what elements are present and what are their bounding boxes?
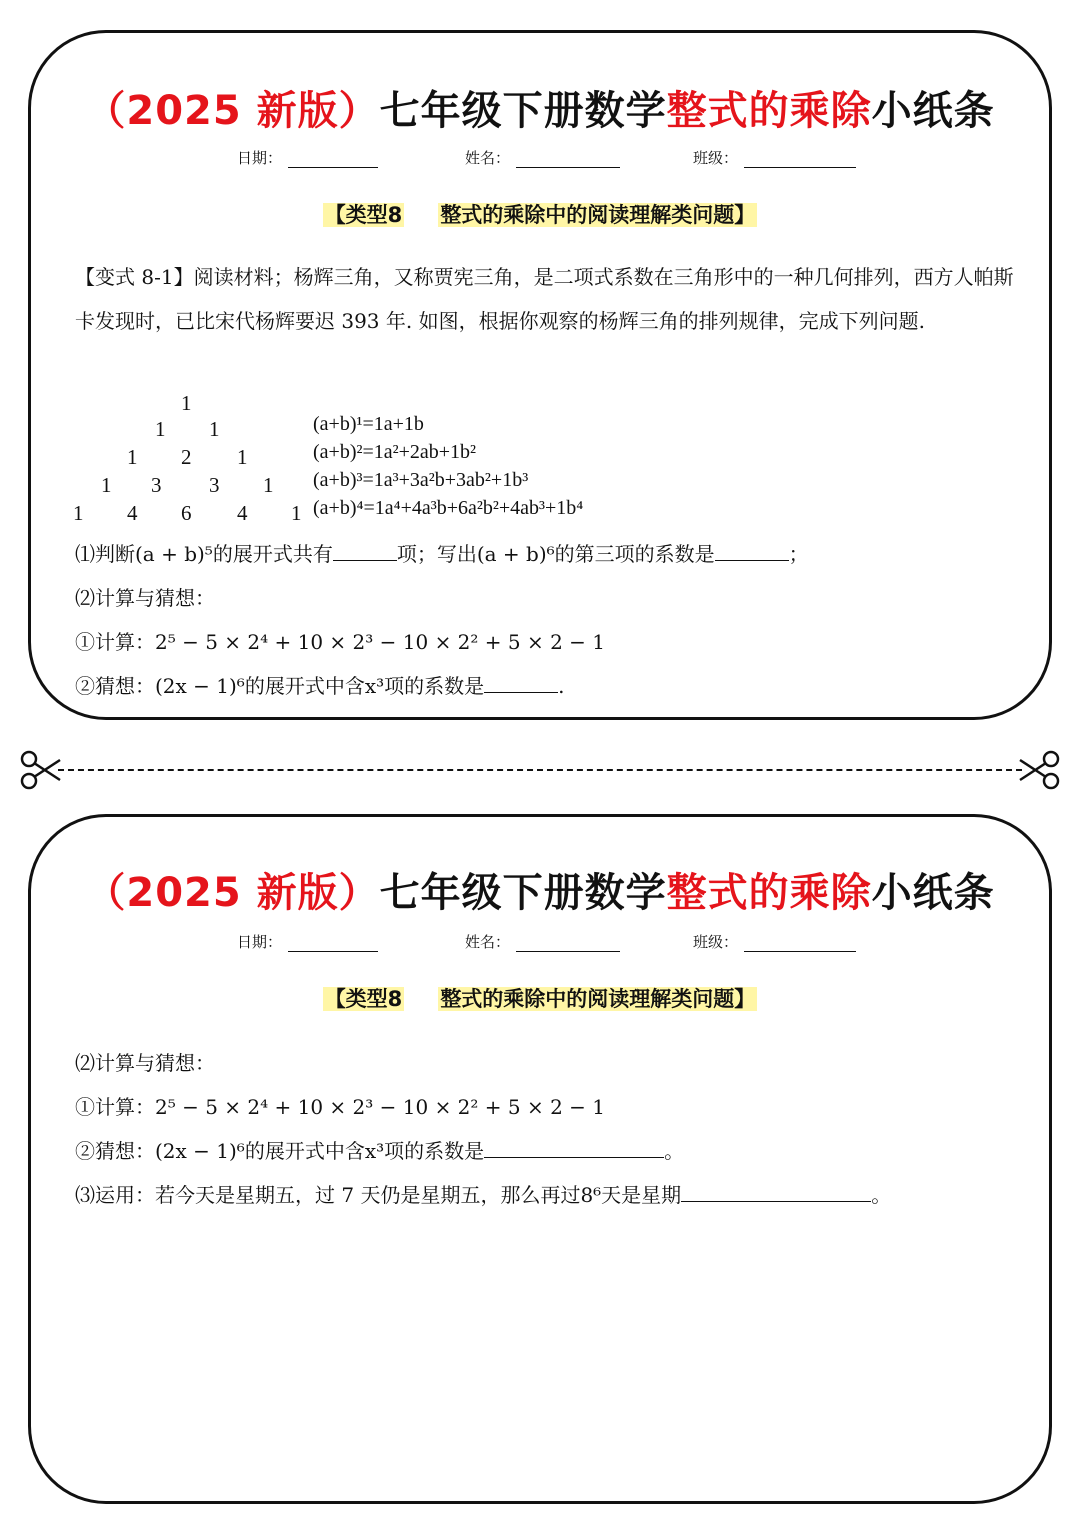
name-field[interactable]: 姓名： [465,931,620,952]
triangle-number: 1 [73,501,84,525]
triangle-number: 2 [181,445,192,469]
answer-blank[interactable] [681,1181,871,1202]
triangle-number: 1 [101,473,112,497]
triangle-number: 1 [291,501,302,525]
triangle-number: 1 [181,391,192,415]
scissors-icon [1018,748,1062,792]
question-2-2: ②猜想：(2x − 1)⁶的展开式中含x³项的系数是 。 [75,1139,685,1163]
reading-material: 【变式 8-1】阅读材料；杨辉三角，又称贾宪三角，是二项式系数在三角形中的一种几何排列，西方人帕斯卡发现时，已比宋代杨辉要迟 393 年. 如图，根据你观察的杨辉三角的排列规律，完成下列问题. [75,265,1014,333]
question-2-1: ①计算：2⁵ − 5 × 2⁴ + 10 × 2³ − 10 × 2² + 5 × 2 − 1 [75,630,606,654]
page-title: （2025 新版）七年级下册数学整式的乘除小纸条 [85,88,995,134]
binomial-equation: (a+b)⁴=1a⁴+4a³b+6a²b²+4ab³+1b⁴ [313,497,584,519]
answer-blank[interactable] [333,540,397,561]
note-card-top [28,30,1052,720]
question-2: ⑵计算与猜想： [75,1051,215,1075]
question-2-1: ①计算：2⁵ − 5 × 2⁴ + 10 × 2³ − 10 × 2² + 5 × 2 − 1 [75,1095,606,1119]
binomial-equation: (a+b)¹=1a+1b [313,413,424,435]
date-field[interactable]: 日期： [237,147,378,168]
triangle-number: 1 [155,417,166,441]
note-card-bottom [28,814,1052,1504]
class-field[interactable]: 班级： [693,931,856,952]
triangle-number: 4 [127,501,138,525]
question-1: ⑴判断(a + b)⁵的展开式共有 项；写出(a + b)⁶的第三项的系数是 ； [75,542,809,566]
date-field[interactable]: 日期： [237,931,378,952]
name-field[interactable]: 姓名： [465,147,620,168]
answer-blank[interactable] [484,1137,664,1158]
triangle-number: 1 [209,417,220,441]
triangle-number: 1 [127,445,138,469]
triangle-number: 3 [151,473,162,497]
question-2-2: ②猜想：(2x − 1)⁶的展开式中含x³项的系数是 . [75,674,565,698]
triangle-number: 3 [209,473,220,497]
answer-blank[interactable] [715,540,789,561]
question-2: ⑵计算与猜想： [75,586,215,610]
triangle-number: 4 [237,501,248,525]
cut-line [58,769,1022,771]
binomial-equation: (a+b)³=1a³+3a²b+3ab²+1b³ [313,469,529,491]
question-3: ⑶运用：若今天是星期五，过 7 天仍是星期五，那么再过8⁶天是星期 。 [75,1183,892,1207]
triangle-number: 1 [263,473,274,497]
class-field[interactable]: 班级： [693,147,856,168]
answer-blank[interactable] [484,672,558,693]
type-heading: 【类型8 整式的乘除中的阅读理解类问题】 [324,987,756,1011]
binomial-equation: (a+b)²=1a²+2ab+1b² [313,441,477,463]
type-heading: 【类型8 整式的乘除中的阅读理解类问题】 [324,203,756,227]
triangle-number: 1 [237,445,248,469]
triangle-number: 6 [181,501,192,525]
page-title: （2025 新版）七年级下册数学整式的乘除小纸条 [85,870,995,916]
scissors-icon [18,748,62,792]
